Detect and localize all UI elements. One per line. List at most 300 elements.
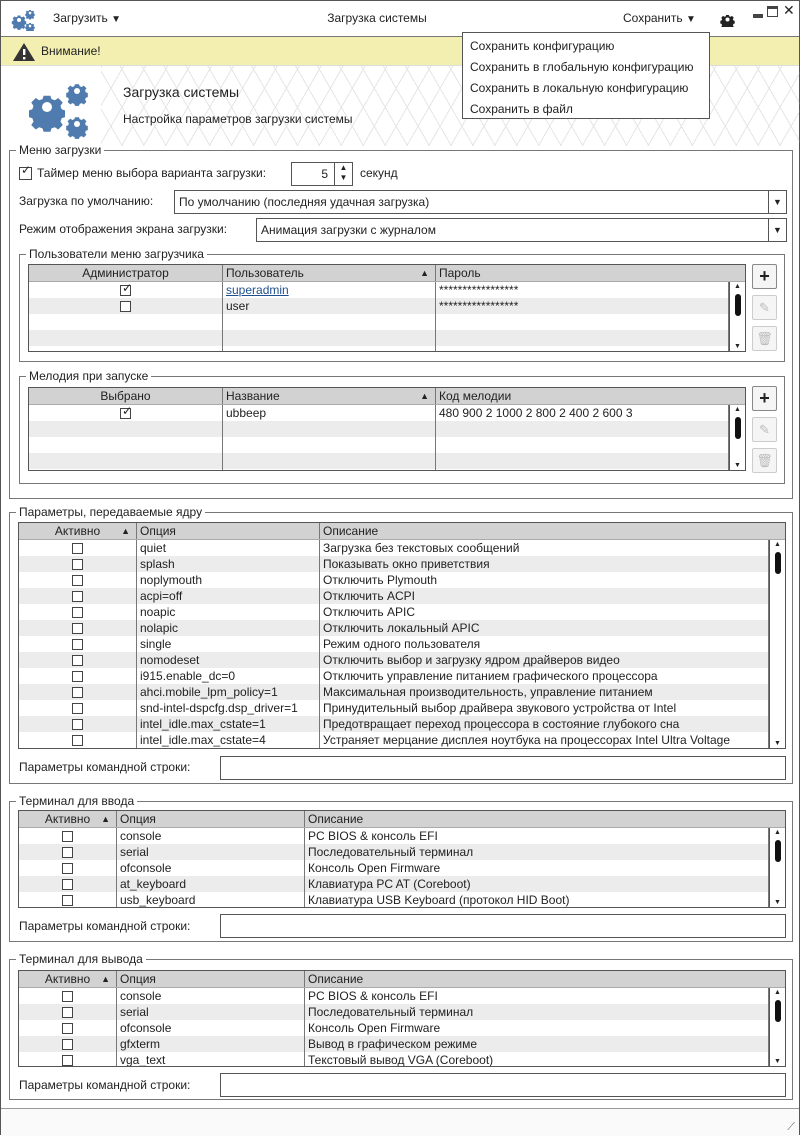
- column-header-label: Название: [226, 389, 280, 403]
- column-header[interactable]: [29, 388, 223, 404]
- column-header[interactable]: [117, 971, 305, 987]
- sort-ascending-icon: ▲: [420, 391, 429, 401]
- column-header-label: Код мелодии: [439, 389, 512, 403]
- melody-legend: Мелодия при запуске: [29, 369, 149, 383]
- scroll-up-icon[interactable]: ▲: [734, 283, 741, 290]
- option-description: Текстовый вывод VGA (Coreboot): [308, 1053, 494, 1067]
- menu-item-save-config[interactable]: Сохранить конфигурацию: [470, 39, 615, 53]
- checkbox[interactable]: [72, 655, 83, 666]
- warning-icon: [12, 42, 36, 62]
- kernel-legend: Параметры, передаваемые ядру: [19, 505, 203, 519]
- scroll-thumb[interactable]: [735, 417, 741, 439]
- option-description: Консоль Open Firmware: [308, 1021, 441, 1035]
- table-cell: [19, 668, 137, 684]
- checkbox[interactable]: [72, 719, 83, 730]
- table-cell: [137, 572, 320, 588]
- checkbox[interactable]: [62, 1039, 73, 1050]
- table-body: [29, 405, 745, 471]
- table-body: [19, 540, 785, 748]
- table-cell: [320, 588, 769, 604]
- option-description: Отключить локальный APIC: [323, 621, 480, 635]
- option-description: Отключить APIC: [323, 605, 415, 619]
- table-cell: [137, 636, 320, 652]
- option-name: noplymouth: [140, 573, 203, 587]
- checkbox[interactable]: [120, 408, 131, 419]
- table-cell: [29, 421, 223, 437]
- kernel-table: [18, 522, 786, 749]
- table-row: [29, 469, 745, 471]
- column-header[interactable]: [223, 265, 436, 281]
- table-row[interactable]: [19, 860, 785, 876]
- table-cell: [137, 556, 320, 572]
- table-row[interactable]: [19, 684, 785, 700]
- option-name: acpi=off: [140, 589, 183, 603]
- table-row[interactable]: [19, 668, 785, 684]
- column-header[interactable]: [305, 811, 786, 827]
- checkbox[interactable]: [72, 639, 83, 650]
- option-name: ofconsole: [120, 1021, 172, 1035]
- table-cell: [436, 405, 729, 421]
- option-description: Отключить выбор и загрузку ядром драйверов видео: [323, 653, 620, 667]
- table-cell: [117, 828, 305, 844]
- checkbox[interactable]: [62, 895, 73, 906]
- sort-ascending-icon: ▲: [121, 526, 130, 536]
- checkbox[interactable]: [72, 543, 83, 554]
- table-row: [29, 314, 745, 330]
- table-cell: [117, 860, 305, 876]
- column-header[interactable]: [29, 265, 223, 281]
- option-description: Консоль Open Firmware: [308, 861, 441, 875]
- checkbox[interactable]: [62, 831, 73, 842]
- column-header[interactable]: [305, 971, 786, 987]
- option-name: usb_keyboard: [120, 893, 196, 907]
- table-cell: [436, 330, 729, 346]
- table-row: [29, 453, 745, 469]
- scroll-thumb[interactable]: [775, 1000, 781, 1022]
- column-header[interactable]: [19, 523, 137, 539]
- column-header-label: Выбрано: [100, 389, 151, 403]
- delete-melody-button[interactable]: 🗑: [752, 448, 777, 473]
- table-row[interactable]: [19, 556, 785, 572]
- checkbox[interactable]: [120, 301, 131, 312]
- table-cell: [436, 453, 729, 469]
- option-name: nolapic: [140, 621, 179, 635]
- table-cell: [223, 469, 436, 471]
- table-cell: [117, 844, 305, 860]
- spin-arrows-icon[interactable]: ▲ ▼: [334, 163, 352, 185]
- option-name: intel_idle.max_cstate=4: [140, 733, 266, 747]
- column-header-label: Описание: [308, 812, 364, 826]
- window-title: Загрузка системы: [327, 11, 427, 25]
- option-description: Устраняет мерцание дисплея ноутбука на процессорах Intel Ultra Voltage: [323, 733, 730, 747]
- option-name: noapic: [140, 605, 176, 619]
- column-header-label: Пользователь: [226, 266, 304, 280]
- table-cell: [19, 732, 137, 748]
- table-row[interactable]: [19, 700, 785, 716]
- caret-down-icon: ▼: [111, 14, 122, 25]
- table-row: [29, 421, 745, 437]
- option-description: Клавиатура USB Keyboard (протокол HID Boot): [308, 893, 570, 907]
- table-cell: [320, 700, 769, 716]
- option-name: snd-intel-dspcfg.dsp_driver=1: [140, 701, 298, 715]
- scroll-thumb[interactable]: [775, 840, 781, 862]
- table-cell: [223, 330, 436, 346]
- checkbox[interactable]: [72, 559, 83, 570]
- boot-menu-legend: Меню загрузки: [19, 143, 102, 157]
- melody-name: ubbeep: [226, 406, 267, 420]
- checkbox[interactable]: [62, 1055, 73, 1066]
- table-cell: [19, 828, 117, 844]
- option-name: nomodeset: [140, 653, 200, 667]
- table-header: [19, 523, 785, 540]
- table-cell: [223, 314, 436, 330]
- scroll-up-icon[interactable]: ▲: [774, 829, 781, 836]
- table-cell: [29, 405, 223, 421]
- password-masked: *****************: [439, 283, 519, 297]
- column-header-label: Пароль: [439, 266, 481, 280]
- checkbox[interactable]: [62, 847, 73, 858]
- table-row[interactable]: [19, 1020, 785, 1036]
- table-row[interactable]: [29, 282, 745, 298]
- option-description: Принудительный выбор драйвера звукового устройства от Intel: [323, 701, 677, 715]
- table-cell: [436, 282, 729, 298]
- password-masked: *****************: [439, 299, 519, 313]
- output-cmdline-label: Параметры командной строки:: [19, 1078, 191, 1092]
- table-cell: [320, 604, 769, 620]
- option-description: Отключить управление питанием графического процессора: [323, 669, 658, 683]
- table-row[interactable]: [19, 572, 785, 588]
- input-cmdline-input[interactable]: [220, 914, 786, 938]
- option-description: Максимальная производительность, управление питанием: [323, 685, 653, 699]
- table-cell: [320, 636, 769, 652]
- table-row[interactable]: [19, 588, 785, 604]
- table-cell: [19, 620, 137, 636]
- table-cell: [137, 604, 320, 620]
- table-cell: [19, 844, 117, 860]
- table-cell: [137, 732, 320, 748]
- table-cell: [305, 1052, 769, 1067]
- option-name: serial: [120, 1005, 149, 1019]
- table-cell: [305, 892, 769, 908]
- column-header[interactable]: [117, 811, 305, 827]
- table-row[interactable]: [19, 1004, 785, 1020]
- option-name: at_keyboard: [120, 877, 187, 891]
- checkbox[interactable]: [72, 671, 83, 682]
- table-cell: [19, 1004, 117, 1020]
- table-cell: [19, 636, 137, 652]
- output-terminal-table: [18, 970, 786, 1067]
- table-cell: [320, 540, 769, 556]
- table-row[interactable]: [19, 828, 785, 844]
- option-name: console: [120, 989, 162, 1003]
- table-row: [29, 330, 745, 346]
- default-boot-select[interactable]: [174, 190, 787, 214]
- table-cell: [19, 652, 137, 668]
- table-cell: [117, 1052, 305, 1067]
- vertical-scrollbar[interactable]: [769, 988, 785, 1066]
- table-row: [29, 346, 745, 352]
- user-link: superadmin: [226, 283, 289, 297]
- sort-ascending-icon: ▲: [101, 814, 110, 824]
- option-description: Отключить ACPI: [323, 589, 415, 603]
- table-row[interactable]: [19, 604, 785, 620]
- table-cell: [29, 346, 223, 352]
- chevron-down-icon: ▼: [768, 191, 786, 213]
- table-row[interactable]: [19, 876, 785, 892]
- menu-item-save-global[interactable]: Сохранить в глобальную конфигурацию: [470, 60, 694, 74]
- checkbox[interactable]: [62, 1007, 73, 1018]
- melody-table: [28, 387, 746, 471]
- display-mode-value: Анимация загрузки с журналом: [261, 223, 436, 237]
- scroll-up-icon[interactable]: ▲: [774, 989, 781, 996]
- timer-checkbox[interactable]: [19, 166, 32, 180]
- load-menu-label: Загрузить: [53, 11, 108, 25]
- option-description: Показывать окно приветствия: [323, 557, 490, 571]
- page-title: Загрузка системы: [123, 84, 240, 100]
- scroll-up-icon[interactable]: ▲: [734, 406, 741, 413]
- table-row[interactable]: [19, 988, 785, 1004]
- delete-user-button[interactable]: 🗑: [752, 326, 777, 351]
- table-cell: [223, 453, 436, 469]
- table-cell: [117, 876, 305, 892]
- table-cell: [223, 405, 436, 421]
- table-cell: [137, 668, 320, 684]
- close-button[interactable]: ✕: [783, 2, 795, 18]
- column-header-label: Опция: [140, 524, 176, 538]
- output-terminal-legend: Терминал для вывода: [19, 952, 143, 966]
- table-cell: [223, 298, 436, 314]
- table-cell: [320, 620, 769, 636]
- table-cell: [19, 892, 117, 908]
- default-boot-value: По умолчанию (последняя удачная загрузка): [179, 195, 430, 209]
- column-header-label: Активно: [54, 524, 101, 538]
- sort-ascending-icon: ▲: [101, 974, 110, 984]
- table-cell: [320, 652, 769, 668]
- table-row[interactable]: [19, 892, 785, 908]
- checkbox[interactable]: [72, 703, 83, 714]
- table-row[interactable]: [19, 844, 785, 860]
- scroll-thumb[interactable]: [775, 552, 781, 574]
- checkbox[interactable]: [72, 607, 83, 618]
- table-cell: [19, 588, 137, 604]
- table-cell: [137, 684, 320, 700]
- column-header-label: Опция: [120, 812, 156, 826]
- table-cell: [117, 1020, 305, 1036]
- table-cell: [223, 437, 436, 453]
- input-terminal-legend: Терминал для ввода: [19, 794, 135, 808]
- table-row[interactable]: [19, 652, 785, 668]
- table-header: [29, 265, 745, 282]
- checkbox[interactable]: [62, 991, 73, 1002]
- column-header[interactable]: [19, 971, 117, 987]
- table-cell: [29, 437, 223, 453]
- option-name: i915.enable_dc=0: [140, 669, 236, 683]
- table-cell: [19, 1052, 117, 1067]
- kernel-cmdline-label: Параметры командной строки:: [19, 760, 191, 774]
- option-description: Предотвращает переход процессора в состояние глубокого сна: [323, 717, 680, 731]
- table-cell: [436, 314, 729, 330]
- menu-item-save-local[interactable]: Сохранить в локальную конфигурацию: [470, 81, 689, 95]
- table-cell: [436, 346, 729, 352]
- settings-gear-icon[interactable]: [720, 12, 735, 27]
- option-description: PC BIOS & консоль EFI: [308, 829, 438, 843]
- column-header[interactable]: [137, 523, 320, 539]
- resize-grip-icon[interactable]: ⟋: [787, 1121, 795, 1133]
- table-body: [19, 988, 785, 1067]
- vertical-scrollbar[interactable]: [729, 282, 745, 351]
- option-description: Вывод в графическом режиме: [308, 1037, 478, 1051]
- timer-spinbox[interactable]: [291, 162, 353, 186]
- table-cell: [19, 1036, 117, 1052]
- column-header-label: Опция: [120, 972, 156, 986]
- option-name: single: [140, 637, 172, 651]
- status-bar: [1, 1108, 799, 1136]
- vertical-scrollbar[interactable]: [769, 540, 785, 748]
- display-mode-select[interactable]: [256, 218, 787, 242]
- table-cell: [436, 437, 729, 453]
- option-name: gfxterm: [120, 1037, 161, 1051]
- option-name: intel_idle.max_cstate=1: [140, 717, 266, 731]
- table-header: [19, 811, 785, 828]
- table-cell: [19, 540, 137, 556]
- scroll-up-icon[interactable]: ▲: [774, 541, 781, 548]
- column-header[interactable]: [436, 265, 746, 281]
- table-row[interactable]: [19, 732, 785, 748]
- table-cell: [320, 668, 769, 684]
- column-header[interactable]: [320, 523, 786, 539]
- maximize-button[interactable]: [767, 6, 778, 17]
- table-header: [29, 388, 745, 405]
- column-header-label: Активно: [44, 972, 91, 986]
- sort-ascending-icon: ▲: [420, 268, 429, 278]
- checkbox[interactable]: [62, 863, 73, 874]
- edit-user-button[interactable]: ✎: [752, 295, 777, 320]
- vertical-scrollbar[interactable]: [729, 405, 745, 470]
- table-cell: [137, 620, 320, 636]
- timer-value: 5: [321, 167, 328, 181]
- default-boot-label: Загрузка по умолчанию:: [19, 194, 154, 208]
- table-cell: [137, 588, 320, 604]
- save-menu-button[interactable]: [623, 11, 696, 25]
- menu-item-save-file[interactable]: Сохранить в файл: [470, 102, 573, 116]
- table-cell: [19, 860, 117, 876]
- table-cell: [436, 298, 729, 314]
- kernel-cmdline-input[interactable]: [220, 756, 786, 780]
- table-cell: [19, 556, 137, 572]
- table-cell: [19, 988, 117, 1004]
- option-description: Режим одного пользователя: [323, 637, 481, 651]
- table-row[interactable]: [19, 1036, 785, 1052]
- column-header[interactable]: [19, 811, 117, 827]
- table-cell: [305, 844, 769, 860]
- option-name: ofconsole: [120, 861, 172, 875]
- table-row[interactable]: [19, 716, 785, 732]
- table-row[interactable]: [19, 1052, 785, 1067]
- table-cell: [436, 469, 729, 471]
- scroll-thumb[interactable]: [735, 294, 741, 316]
- scroll-down-icon[interactable]: ▼: [734, 462, 741, 469]
- table-cell: [117, 892, 305, 908]
- users-legend: Пользователи меню загрузчика: [29, 247, 204, 261]
- scroll-down-icon[interactable]: ▼: [774, 740, 781, 747]
- table-cell: [305, 1004, 769, 1020]
- column-header-label: Активно: [44, 812, 91, 826]
- table-row[interactable]: [29, 405, 745, 421]
- add-user-button[interactable]: +: [752, 264, 777, 289]
- column-header[interactable]: [223, 388, 436, 404]
- scroll-down-icon[interactable]: ▼: [774, 1058, 781, 1065]
- table-cell: [320, 684, 769, 700]
- option-name: splash: [140, 557, 175, 571]
- checkbox[interactable]: [120, 285, 131, 296]
- table-cell: [305, 860, 769, 876]
- table-body: [19, 828, 785, 908]
- warning-text: Внимание!: [41, 44, 101, 58]
- edit-melody-button[interactable]: ✎: [752, 417, 777, 442]
- scroll-down-icon[interactable]: ▼: [734, 343, 741, 350]
- minimize-button[interactable]: [753, 14, 763, 18]
- table-row[interactable]: [19, 620, 785, 636]
- checkbox[interactable]: [72, 687, 83, 698]
- column-header-label: Описание: [308, 972, 364, 986]
- checkbox[interactable]: [62, 879, 73, 890]
- table-cell: [29, 298, 223, 314]
- table-cell: [19, 716, 137, 732]
- table-cell: [117, 1036, 305, 1052]
- table-cell: [29, 469, 223, 471]
- table-cell: [29, 453, 223, 469]
- checkbox[interactable]: [72, 591, 83, 602]
- table-row[interactable]: [19, 540, 785, 556]
- add-melody-button[interactable]: +: [752, 386, 777, 411]
- table-row[interactable]: [19, 636, 785, 652]
- option-description: Последовательный терминал: [308, 1005, 474, 1019]
- table-cell: [223, 421, 436, 437]
- option-description: Отключить Plymouth: [323, 573, 438, 587]
- column-header[interactable]: [436, 388, 746, 404]
- table-cell: [320, 716, 769, 732]
- table-cell: [117, 1004, 305, 1020]
- table-body: [29, 282, 745, 352]
- table-cell: [320, 572, 769, 588]
- checkbox[interactable]: [62, 1023, 73, 1034]
- checkbox[interactable]: [72, 623, 83, 634]
- page-subtitle: Настройка параметров загрузки системы: [123, 112, 353, 126]
- chevron-down-icon: ▼: [768, 219, 786, 241]
- user-name: user: [226, 299, 250, 313]
- scroll-down-icon[interactable]: ▼: [774, 899, 781, 906]
- table-cell: [19, 1020, 117, 1036]
- table-cell: [223, 346, 436, 352]
- option-name: quiet: [140, 541, 167, 555]
- table-row[interactable]: [29, 298, 745, 314]
- table-cell: [223, 282, 436, 298]
- save-menu-label: Сохранить: [623, 11, 683, 25]
- save-dropdown-menu: [462, 32, 710, 119]
- timer-unit: секунд: [360, 166, 398, 180]
- output-cmdline-input[interactable]: [220, 1073, 786, 1097]
- table-cell: [19, 700, 137, 716]
- table-cell: [137, 716, 320, 732]
- vertical-scrollbar[interactable]: [769, 828, 785, 907]
- checkbox[interactable]: [72, 575, 83, 586]
- checkbox[interactable]: [72, 735, 83, 746]
- option-name: console: [120, 829, 162, 843]
- option-description: Клавиатура PC AT (Coreboot): [308, 877, 471, 891]
- users-table: [28, 264, 746, 352]
- option-name: ahci.mobile_lpm_policy=1: [140, 685, 278, 699]
- timer-label: Таймер меню выбора варианта загрузки:: [37, 166, 267, 180]
